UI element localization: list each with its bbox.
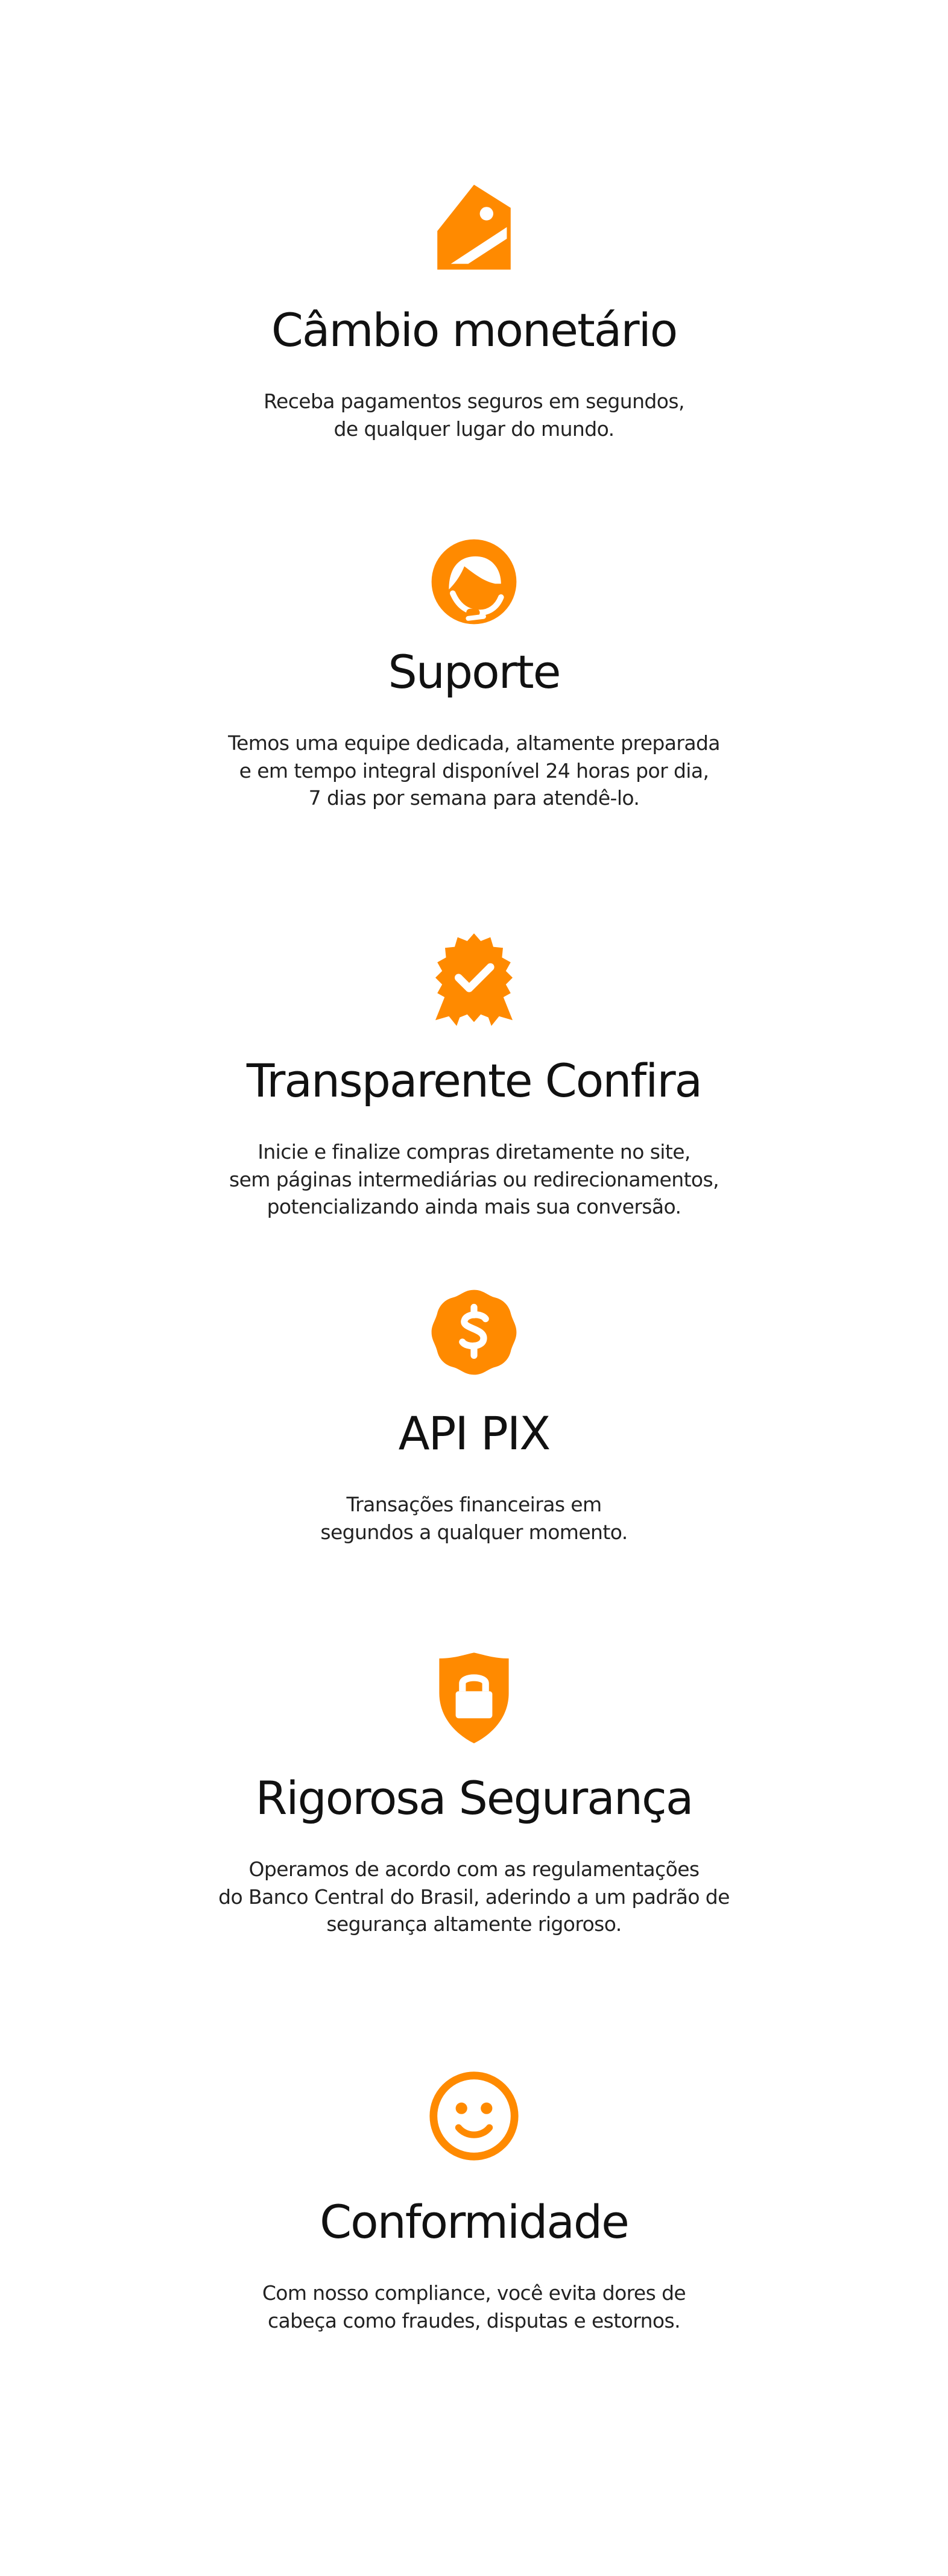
description-line: segurança altamente rigoroso. [326,1912,622,1936]
smiley-face-icon [426,2068,522,2164]
description-line: Com nosso compliance, você evita dores de [262,2281,686,2305]
description-line: Inicie e finalize compras diretamente no site, [258,1140,690,1164]
feature-title: API PIX [398,1406,550,1460]
description-line: e em tempo integral disponível 24 horas por dia, [239,758,709,783]
description-line: do Banco Central do Brasil, aderindo a um padrão de [218,1885,730,1909]
shield-lock-icon [426,1649,522,1745]
feature-description [218,1856,730,1938]
feature-seguranca [0,1649,948,1938]
description-line: segundos a qualquer momento. [320,1520,628,1544]
description-line: potencializando ainda mais sua conversão. [267,1195,681,1219]
description-line: Operamos de acordo com as regulamentações [248,1857,700,1882]
dollar-badge-icon [426,1284,522,1381]
description-line: Temos uma equipe dedicada, altamente preparada [228,731,720,755]
feature-title: Rigorosa Segurança [255,1771,693,1825]
feature-conformidade [0,2068,948,2334]
feature-title: Câmbio monetário [271,303,677,357]
price-tag-icon [426,181,522,277]
feature-title: Conformidade [320,2195,628,2249]
description-line: sem páginas intermediárias ou redirecionamentos, [229,1167,719,1191]
feature-description [264,388,684,442]
description-line: de qualquer lugar do mundo. [333,417,615,441]
description-line: 7 dias por semana para atendê-lo. [308,786,640,810]
feature-suporte [0,534,948,812]
description-line: cabeça como fraudes, disputas e estornos. [268,2308,680,2332]
description-line: Receba pagamentos seguros em segundos, [264,389,684,414]
feature-api-pix [0,1284,948,1546]
feature-cambio [0,181,948,442]
feature-title: Transparente Confira [246,1054,702,1107]
feature-description [229,1138,719,1221]
feature-title: Suporte [388,645,560,699]
feature-description [262,2279,686,2334]
feature-transparente [0,931,948,1221]
feature-description [320,1491,627,1546]
description-line: Transações financeiras em [346,1493,602,1517]
support-headset-icon [426,534,522,630]
verified-badge-icon [426,931,522,1028]
feature-description [228,729,720,812]
